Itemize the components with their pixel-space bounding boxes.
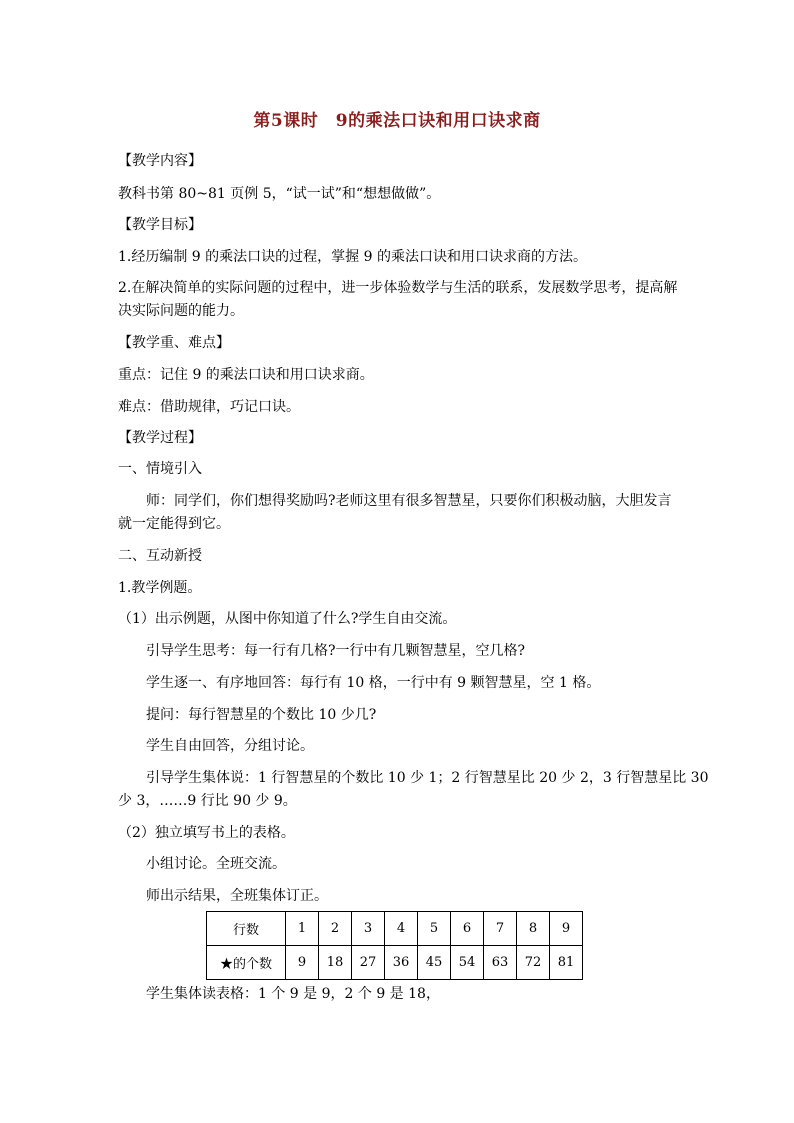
- guide-line-7: 师出示结果，全班集体订正。: [146, 888, 328, 904]
- table-cell: 36: [385, 946, 418, 980]
- guide-line-5b: 少 3，……9 行比 90 少 9。: [118, 793, 297, 809]
- guide-line-8: 学生集体读表格：1 个 9 是 9，2 个 9 是 18，: [146, 986, 440, 1002]
- table-cell: ★的个数: [207, 946, 286, 980]
- table-cell: 1: [286, 912, 319, 946]
- table-cell: 4: [385, 912, 418, 946]
- table-cell: 9: [286, 946, 319, 980]
- guide-line-3: 提问：每行智慧星的个数比 10 少几?: [146, 707, 377, 723]
- step-1-heading: 1.教学例题。: [118, 580, 202, 596]
- guide-line-2: 学生逐一、有序地回答：每行有 10 格，一行中有 9 颗智慧星，空 1 格。: [146, 675, 601, 691]
- section-goals-heading: 【教学目标】: [118, 217, 202, 233]
- table-cell: 18: [319, 946, 352, 980]
- table-cell: 2: [319, 912, 352, 946]
- table-cell: 63: [484, 946, 517, 980]
- table-cell: 9: [550, 912, 583, 946]
- step-1-1: （1）出示例题，从图中你知道了什么?学生自由交流。: [118, 611, 457, 627]
- table-cell: 7: [484, 912, 517, 946]
- guide-line-6: 小组讨论。全班交流。: [146, 856, 286, 872]
- table-cell: 54: [451, 946, 484, 980]
- part-1-heading: 一、情境引入: [118, 461, 202, 477]
- table-row: [207, 946, 583, 980]
- section-key-heading: 【教学重、难点】: [118, 335, 230, 351]
- table-cell: 72: [517, 946, 550, 980]
- table-cell: 行数: [207, 912, 286, 946]
- section-content-heading: 【教学内容】: [118, 153, 202, 169]
- step-1-2: （2）独立填写书上的表格。: [118, 825, 295, 841]
- table-cell: 3: [352, 912, 385, 946]
- goal-1: 1.经历编制 9 的乘法口诀的过程，掌握 9 的乘法口诀和用口诀求商的方法。: [118, 249, 587, 265]
- lesson-title: 第5课时 9的乘法口诀和用口诀求商: [253, 111, 541, 131]
- table-cell: 8: [517, 912, 550, 946]
- star-count-table: [206, 911, 583, 980]
- table-cell: 6: [451, 912, 484, 946]
- table-cell: 45: [418, 946, 451, 980]
- table-cell: 5: [418, 912, 451, 946]
- key-point: 重点：记住 9 的乘法口诀和用口诀求商。: [118, 367, 374, 383]
- content-text: 教科书第 80~81 页例 5，“试一试”和“想想做做”。: [118, 186, 441, 202]
- difficulty: 难点：借助规律，巧记口诀。: [118, 399, 300, 415]
- table-cell: 81: [550, 946, 583, 980]
- part-2-heading: 二、互动新授: [118, 548, 202, 564]
- goal-2-line-1: 2.在解决简单的实际问题的过程中，进一步体验数学与生活的联系，发展数学思考，提高解: [118, 280, 678, 296]
- section-process-heading: 【教学过程】: [118, 430, 202, 446]
- guide-line-4: 学生自由回答，分组讨论。: [146, 738, 314, 754]
- guide-line-1: 引导学生思考：每一行有几格?一行中有几颗智慧星，空几格?: [146, 643, 526, 659]
- goal-2-line-2: 决实际问题的能力。: [118, 303, 244, 319]
- guide-line-5a: 引导学生集体说：1 行智慧星的个数比 10 少 1；2 行智慧星比 20 少 2，3 行智慧星比 30: [146, 770, 709, 786]
- table-row: [207, 912, 583, 946]
- table-cell: 27: [352, 946, 385, 980]
- part-1-text-line-1: 师：同学们，你们想得奖励吗?老师这里有很多智慧星，只要你们积极动脑，大胆发言: [146, 493, 672, 509]
- part-1-text-line-2: 就一定能得到它。: [118, 516, 230, 532]
